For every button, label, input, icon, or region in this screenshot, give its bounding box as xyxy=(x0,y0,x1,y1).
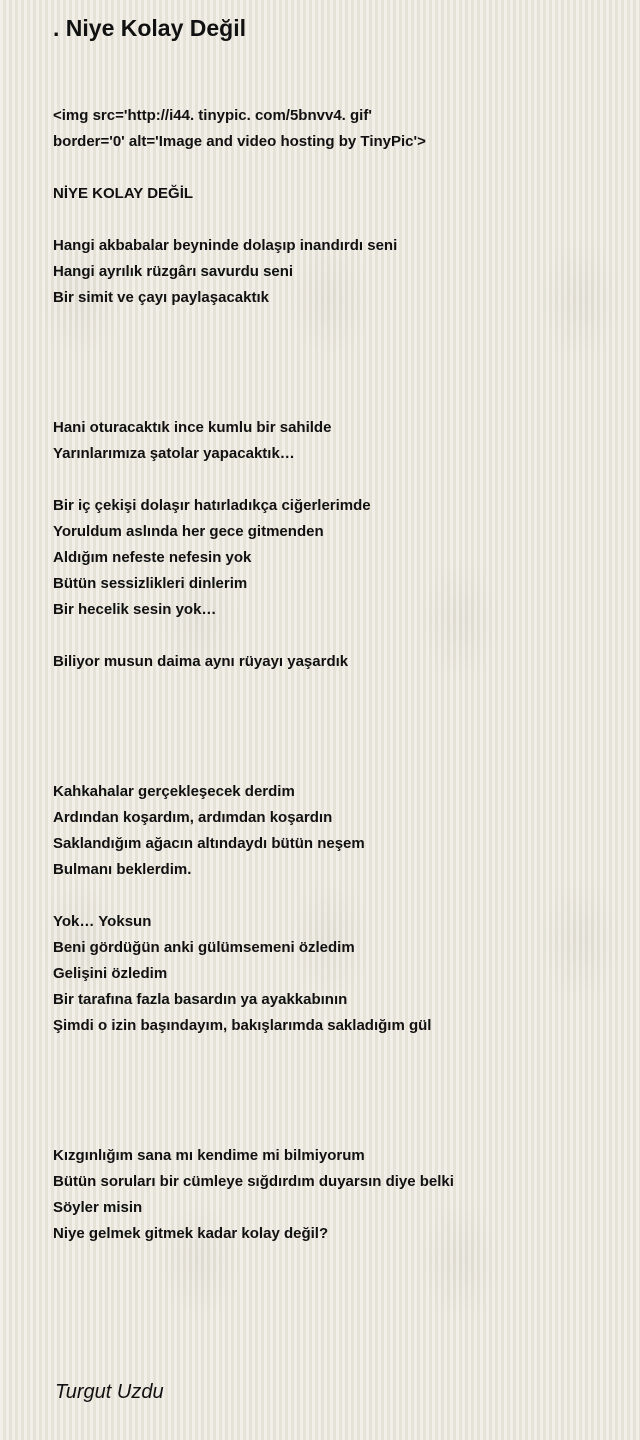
poem-line: Yoruldum aslında her gece gitmenden xyxy=(53,523,324,540)
poem-line: Saklandığım ağacın altındaydı bütün neşem xyxy=(53,835,365,852)
poem-title: . Niye Kolay Değil xyxy=(53,15,247,41)
poem-line: Kızgınlığım sana mı kendime mi bilmiyorum xyxy=(53,1147,365,1164)
poem-line: Gelişini özledim xyxy=(53,965,168,982)
poem-line: Hangi akbabalar beyninde dolaşıp inandırdı seni xyxy=(53,237,398,254)
poem-line: Bir iç çekişi dolaşır hatırladıkça ciğerlerimde xyxy=(53,497,371,514)
poem-line: Niye gelmek gitmek kadar kolay değil? xyxy=(53,1225,329,1242)
poem-line: Hani oturacaktık ince kumlu bir sahilde xyxy=(53,419,332,436)
poem-line: Yok… Yoksun xyxy=(53,913,152,930)
poem-line: Bütün soruları bir cümleye sığdırdım duyarsın diye belki xyxy=(53,1173,454,1190)
poem-line: Kahkahalar gerçekleşecek derdim xyxy=(53,783,295,800)
poem-line: Bir hecelik sesin yok… xyxy=(53,601,217,618)
poem-line: Ardından koşardım, ardımdan koşardın xyxy=(53,809,333,826)
poem-heading: NİYE KOLAY DEĞİL xyxy=(53,185,194,202)
poem-line: border='0' alt='Image and video hosting by TinyPic'> xyxy=(53,133,426,150)
poem-line: Biliyor musun daima aynı rüyayı yaşardık xyxy=(53,653,349,670)
poem-line: Söyler misin xyxy=(53,1199,143,1216)
poem-line: Bulmanı beklerdim. xyxy=(53,861,192,878)
poem-line: Şimdi o izin başındayım, bakışlarımda sakladığım gül xyxy=(53,1017,432,1034)
poem-author: Turgut Uzdu xyxy=(55,1381,164,1403)
poem-line: Aldığım nefeste nefesin yok xyxy=(53,549,252,566)
poem-line: Bir simit ve çayı paylaşacaktık xyxy=(53,289,269,306)
poem-line: Bütün sessizlikleri dinlerim xyxy=(53,575,248,592)
poem-line: Yarınlarımıza şatolar yapacaktık… xyxy=(53,445,295,462)
poem-line: Beni gördüğün anki gülümsemeni özledim xyxy=(53,939,355,956)
poem-line: Hangi ayrılık rüzgârı savurdu seni xyxy=(53,263,294,280)
poem-body xyxy=(53,103,613,1247)
poem-line: <img src='http://i44. tinypic. com/5bnvv4. gif' xyxy=(53,107,372,124)
poem-line: Bir tarafına fazla basardın ya ayakkabının xyxy=(53,991,348,1008)
